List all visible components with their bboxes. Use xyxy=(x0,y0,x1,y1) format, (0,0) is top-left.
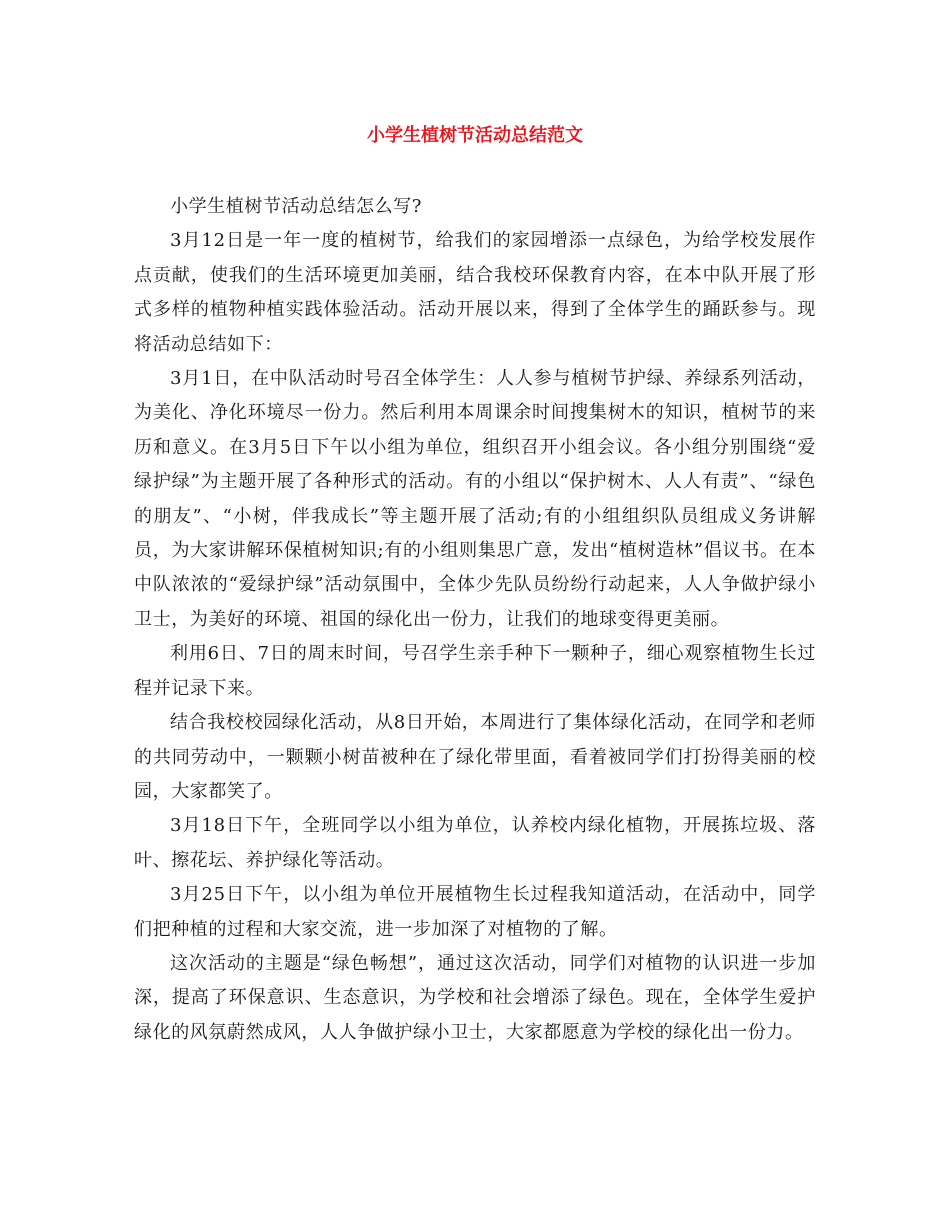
paragraph-march-25: 3月25日下午，以小组为单位开展植物生长过程我知道活动，在活动中，同学们把种植的过程和大家交流，进一步加深了对植物的了解。 xyxy=(134,884,816,940)
paragraph-weekend-planting: 利用6日、7日的周末时间，号召学生亲手种下一颗种子，细心观察植物生长过程并记录下来。 xyxy=(134,643,816,699)
paragraph-march-18: 3月18日下午，全班同学以小组为单位，认养校内绿化植物，开展拣垃圾、落叶、擦花坛、养护绿化等活动。 xyxy=(134,815,816,871)
paragraph-campus-greening: 结合我校校园绿化活动，从8日开始，本周进行了集体绿化活动，在同学和老师的共同劳动中，一颗颗小树苗被种在了绿化带里面，看着被同学们打扮得美丽的校园，大家都笑了。 xyxy=(134,712,816,802)
paragraph-overview: 3月12日是一年一度的植树节，给我们的家园增添一点绿色，为给学校发展作点贡献，使我们的生活环境更加美丽，结合我校环保教育内容，在本中队开展了形式多样的植物种植实践体验活动。活动开展以来，得到了全体学生的踊跃参与。现将活动总结如下： xyxy=(134,230,816,355)
document-title: 小学生植树节活动总结范文 xyxy=(367,125,583,146)
document-body xyxy=(134,190,816,1050)
paragraph-conclusion: 这次活动的主题是“绿色畅想”，通过这次活动，同学们对植物的认识进一步加深，提高了环保意识、生态意识，为学校和社会增添了绿色。现在，全体学生爱护绿化的风氛蔚然成风，人人争做护绿小卫士，大家都愿意为学校的绿化出一份力。 xyxy=(134,952,816,1043)
paragraph-intro-question: 小学生植树节活动总结怎么写? xyxy=(170,196,423,217)
paragraph-march-1: 3月1日，在中队活动时号召全体学生：人人参与植树节护绿、养绿系列活动，为美化、净化环境尽一份力。然后利用本周课余时间搜集树木的知识，植树节的来历和意义。在3月5日下午以小组为单位，组织召开小组会议。各小组分别围绕“爱绿护绿”为主题开展了各种形式的活动。有的小组以“保护树木、人人有责”、“绿色的朋友”、“小树，伴我成长”等主题开展了活动;有的小组组织队员组成义务讲解员，为大家讲解环保植树知识;有的小组则集思广意，发出“植树造林”倡议书。在本中队浓浓的“爱绿护绿”活动氛围中，全体少先队员纷纷行动起来，人人争做护绿小卫士，为美好的环境、祖国的绿化出一份力，让我们的地球变得更美丽。 xyxy=(134,368,816,630)
